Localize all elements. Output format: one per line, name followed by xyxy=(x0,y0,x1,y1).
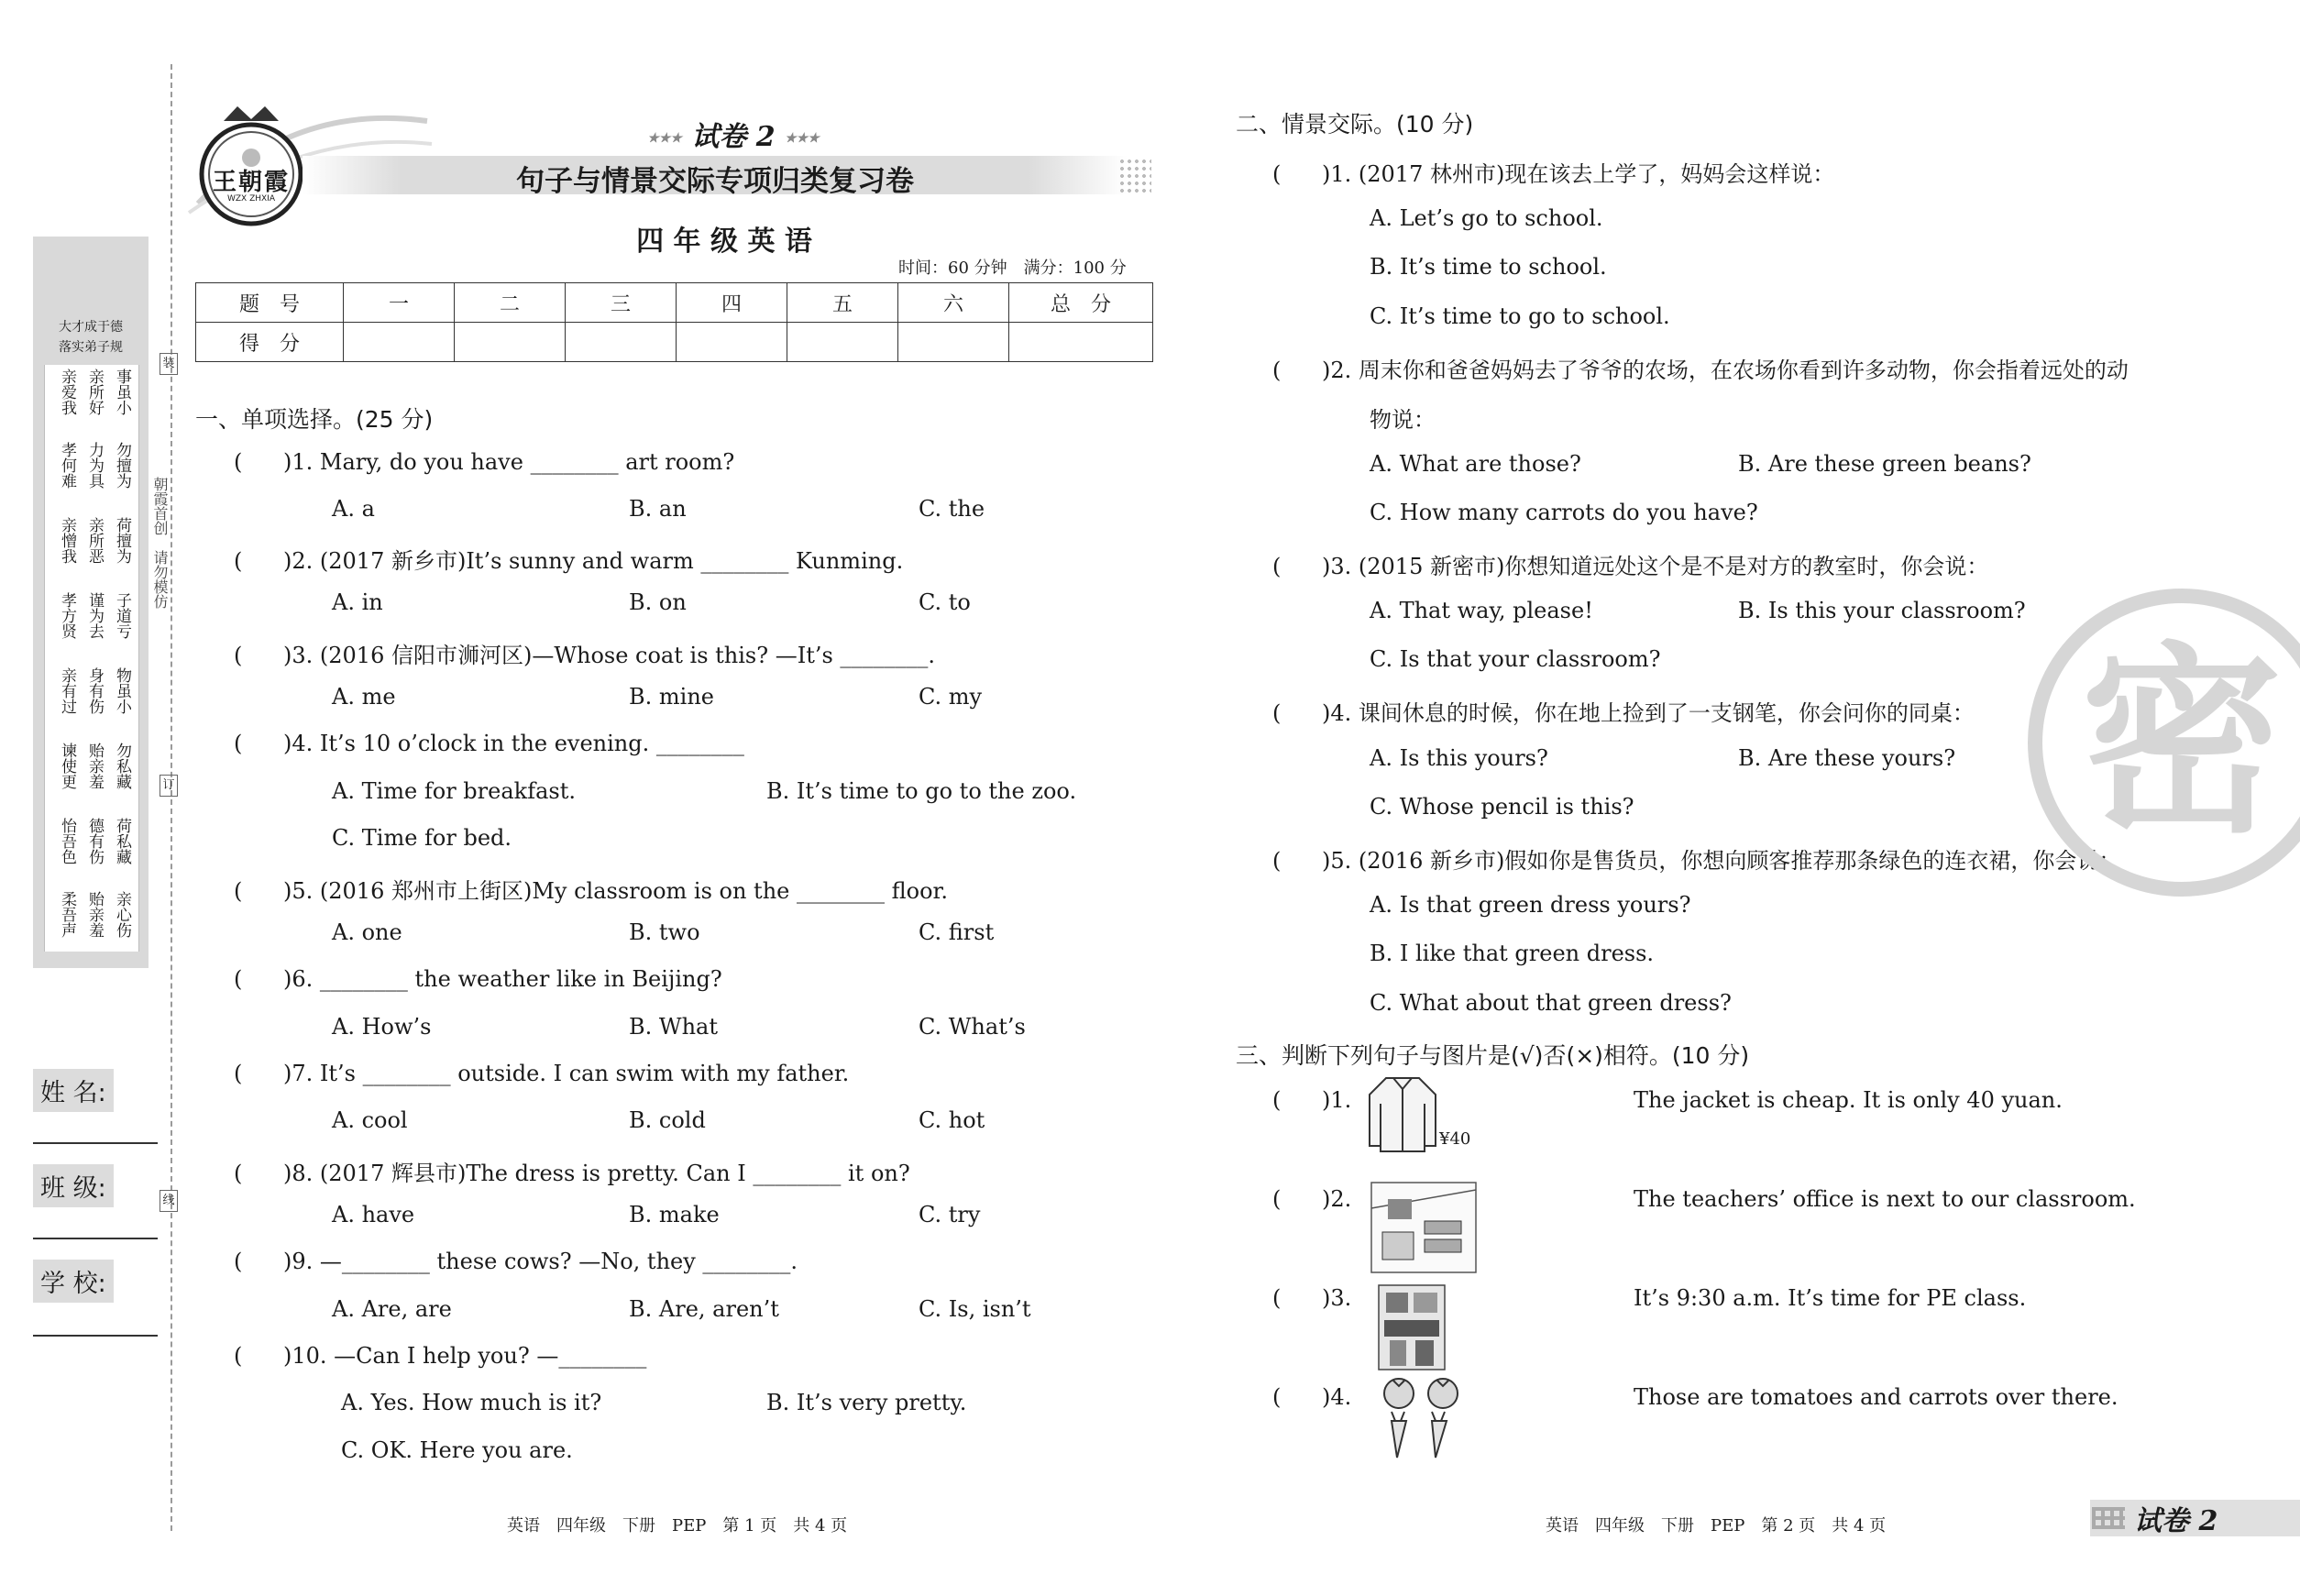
poem-col-10: 孝方贤 xyxy=(58,592,76,639)
question-stem: )2. (2017 新乡市)It’s sunny and warm ________ Kunming. xyxy=(283,548,904,574)
motto-top: 大才成于德 xyxy=(59,320,123,335)
answer-blank[interactable]: ( xyxy=(1272,358,1282,383)
score-cell[interactable] xyxy=(566,323,677,362)
answer-blank[interactable]: ( xyxy=(234,731,243,756)
poem-col-23: 贻亲羞 xyxy=(85,891,104,938)
option[interactable]: B. mine xyxy=(629,684,714,710)
poem-col-11: 谨为去 xyxy=(85,592,104,639)
logo-text: 王朝霞 xyxy=(213,169,291,196)
option[interactable]: B. on xyxy=(629,589,687,615)
poem-col-5: 力为具 xyxy=(85,442,104,489)
binding-mark-3: 线 xyxy=(160,1190,178,1212)
poem-col-8: 亲所恶 xyxy=(85,517,104,564)
judge-item xyxy=(1272,1285,1351,1311)
judge-item xyxy=(1272,1186,1351,1212)
poem-col-6: 勿擅为 xyxy=(113,442,131,489)
score-cell[interactable] xyxy=(677,323,787,362)
question-stem: )5. (2016 新乡市)假如你是售货员，你想向顾客推荐那条绿色的连衣裙，你会说： xyxy=(1322,848,2121,874)
question xyxy=(234,449,734,475)
question-stem: )3. (2015 新密市)你想知道远处这个是不是对方的教室时，你会说： xyxy=(1322,554,1989,579)
judge-sentence: Those are tomatoes and carrots over there. xyxy=(1634,1384,2118,1410)
answer-blank[interactable]: ( xyxy=(1272,700,1282,726)
option[interactable]: C. Is that your classroom? xyxy=(1370,646,1661,672)
question-stem: )2. 周末你和爸爸妈妈去了爷爷的农场，在农场你看到许多动物，你会指着远处的动 xyxy=(1322,358,2129,383)
option[interactable]: C. the xyxy=(919,496,985,522)
option[interactable]: A. one xyxy=(332,919,402,945)
score-header-cell: 五 xyxy=(787,283,898,323)
option[interactable]: B. Is this your classroom? xyxy=(1738,598,2026,623)
poem-col-12: 子道亏 xyxy=(113,592,131,639)
option[interactable]: B. an xyxy=(629,496,687,522)
question-stem: )4. 课间休息的时候，你在地上捡到了一支钢笔，你会问你的同桌： xyxy=(1322,700,1975,726)
option[interactable]: C. hot xyxy=(919,1107,985,1133)
option[interactable]: A. That way, please! xyxy=(1370,598,1593,623)
answer-blank[interactable]: ( xyxy=(1272,1384,1282,1410)
option[interactable]: C. How many carrots do you have? xyxy=(1370,500,1758,525)
poem-col-20: 德有伤 xyxy=(85,818,104,864)
option[interactable]: A. have xyxy=(332,1202,415,1227)
score-header-cell: 题 号 xyxy=(196,283,344,323)
class-label: 班 级: xyxy=(33,1164,114,1207)
class-field[interactable] xyxy=(33,1238,158,1239)
poem-col-16: 谏使更 xyxy=(58,743,76,789)
answer-blank[interactable]: ( xyxy=(1272,554,1282,579)
question xyxy=(234,966,722,992)
question-stem: )3. (2016 信阳市浉河区)—Whose coat is this? —It’s ________. xyxy=(283,643,936,668)
option[interactable]: A. Are, are xyxy=(332,1296,452,1322)
binding-mark-2: 订 xyxy=(160,775,178,797)
question xyxy=(234,543,903,575)
answer-blank[interactable]: ( xyxy=(1272,848,1282,874)
footer-left: 英语 四年级 下册 PEP 第 1 页 共 4 页 xyxy=(507,1516,848,1535)
answer-blank[interactable]: ( xyxy=(1272,1087,1282,1113)
question xyxy=(1272,842,2120,875)
answer-blank[interactable]: ( xyxy=(234,1343,243,1369)
option[interactable]: C. try xyxy=(919,1202,981,1227)
poem-col-19: 怡吾色 xyxy=(58,818,76,864)
question xyxy=(234,1155,910,1187)
option[interactable]: A. in xyxy=(332,589,383,615)
option[interactable]: C. OK. Here you are. xyxy=(341,1437,573,1463)
option[interactable]: A. How’s xyxy=(332,1014,432,1040)
question xyxy=(1272,548,1988,580)
score-cell[interactable] xyxy=(787,323,898,362)
question xyxy=(234,1061,849,1086)
option[interactable]: C. first xyxy=(919,919,995,945)
score-header-cell: 一 xyxy=(344,283,455,323)
poem-col-17: 贻亲羞 xyxy=(85,743,104,789)
name-field[interactable] xyxy=(33,1142,158,1144)
star-right-icon: ★★★ xyxy=(785,131,820,146)
answer-blank[interactable]: ( xyxy=(234,878,243,904)
pe-class-picture xyxy=(1377,1283,1447,1371)
paper-label-row xyxy=(623,114,843,154)
answer-blank[interactable]: ( xyxy=(1272,161,1282,187)
poem-col-22: 柔吾声 xyxy=(58,891,76,938)
jacket-picture xyxy=(1366,1073,1439,1155)
poem-col-1: 亲爱我 xyxy=(58,369,76,415)
poem-columns xyxy=(51,369,134,955)
option[interactable]: B. two xyxy=(629,919,700,945)
poem-col-14: 身有伤 xyxy=(85,667,104,714)
option[interactable]: B. Are, aren’t xyxy=(629,1296,779,1322)
poem-col-7: 亲憎我 xyxy=(58,517,76,564)
option[interactable]: C. It’s time to go to school. xyxy=(1370,303,1670,329)
score-header-cell: 四 xyxy=(677,283,787,323)
score-header-cell: 六 xyxy=(898,283,1009,323)
score-cell[interactable] xyxy=(1009,323,1153,362)
star-left-icon: ★★★ xyxy=(647,131,682,146)
question xyxy=(234,1343,646,1369)
judge-item xyxy=(1272,1087,1351,1113)
school-field[interactable] xyxy=(33,1335,158,1337)
question xyxy=(234,1249,798,1274)
option[interactable]: C. Is, isn’t xyxy=(919,1296,1031,1322)
option[interactable]: B. It’s time to go to the zoo. xyxy=(766,778,1077,804)
answer-blank[interactable]: ( xyxy=(234,449,243,475)
poem-col-4: 孝何难 xyxy=(58,442,76,489)
question xyxy=(1272,156,1834,188)
option[interactable]: B. I like that green dress. xyxy=(1370,941,1655,966)
question xyxy=(234,731,744,756)
section1-title: 一、单项选择。(25 分) xyxy=(195,406,434,433)
question-stem: )5. (2016 郑州市上街区)My classroom is on the ________ floor. xyxy=(283,878,948,904)
option[interactable]: B. Are these yours? xyxy=(1738,745,1956,771)
answer-blank[interactable]: ( xyxy=(234,1061,243,1086)
item-number: )3. xyxy=(1322,1285,1352,1311)
score-table xyxy=(195,282,1153,362)
motto-bottom: 落实弟子规 xyxy=(59,340,123,355)
tomatoes-carrots-picture xyxy=(1379,1375,1467,1461)
option[interactable]: A. Is this yours? xyxy=(1370,745,1548,771)
question-stem: )7. It’s ________ outside. I can swim with my father. xyxy=(283,1061,850,1086)
option[interactable]: A. cool xyxy=(332,1107,408,1133)
question-stem: )9. —________ these cows? —No, they ________. xyxy=(283,1249,798,1274)
answer-blank[interactable]: ( xyxy=(234,643,243,668)
question-stem: )6. ________ the weather like in Beijing? xyxy=(283,966,722,992)
footer-badge-squares xyxy=(2092,1507,2125,1529)
option[interactable]: C. What about that green dress? xyxy=(1370,990,1732,1016)
score-header-cell: 总 分 xyxy=(1009,283,1153,323)
price-tag: ¥40 xyxy=(1439,1129,1471,1149)
subject-title: 四 年 级 英 语 xyxy=(636,226,812,258)
option[interactable]: B. What xyxy=(629,1014,718,1040)
poem-col-21: 荷私藏 xyxy=(113,818,131,864)
item-number: )1. xyxy=(1322,1087,1352,1113)
option[interactable]: C. What’s xyxy=(919,1014,1026,1040)
poem-col-2: 亲所好 xyxy=(85,369,104,415)
answer-blank[interactable]: ( xyxy=(234,966,243,992)
option[interactable]: A. me xyxy=(332,684,396,710)
classroom-picture xyxy=(1370,1181,1478,1274)
option[interactable]: B. It’s very pretty. xyxy=(766,1390,967,1415)
time-info: 时间：60 分钟 满分：100 分 xyxy=(898,259,1127,278)
answer-blank[interactable]: ( xyxy=(234,1249,243,1274)
school-label: 学 校: xyxy=(33,1260,114,1303)
score-row-label: 得 分 xyxy=(196,323,344,362)
footer-right: 英语 四年级 下册 PEP 第 2 页 共 4 页 xyxy=(1546,1516,1887,1535)
item-number: )2. xyxy=(1322,1186,1352,1212)
judge-item xyxy=(1272,1384,1351,1410)
question-stem-continued: 物说： xyxy=(1370,407,1436,433)
option[interactable]: C. my xyxy=(919,684,983,710)
question-stem: )1. Mary, do you have ________ art room? xyxy=(283,449,735,475)
score-header-cell: 二 xyxy=(455,283,566,323)
option[interactable]: B. Are these green beans? xyxy=(1738,451,2031,477)
score-table-header-row xyxy=(196,283,1153,323)
poem-col-18: 勿私藏 xyxy=(113,743,131,789)
score-header-cell: 三 xyxy=(566,283,677,323)
judge-sentence: The teachers’ office is next to our classroom. xyxy=(1634,1186,2136,1212)
option[interactable]: C. Whose pencil is this? xyxy=(1370,794,1634,820)
page-title: 句子与情景交际专项归类复习卷 xyxy=(516,165,914,198)
question-stem: )4. It’s 10 o’clock in the evening. ________ xyxy=(283,731,744,756)
paper-label: 试卷 2 xyxy=(691,121,776,153)
option[interactable]: A. a xyxy=(332,496,375,522)
question-stem: )10. —Can I help you? —________ xyxy=(283,1343,647,1369)
answer-blank[interactable]: ( xyxy=(234,1161,243,1186)
score-cell[interactable] xyxy=(898,323,1009,362)
option[interactable]: B. It’s time to school. xyxy=(1370,254,1607,280)
poem-col-13: 亲有过 xyxy=(58,667,76,714)
judge-sentence: It’s 9:30 a.m. It’s time for PE class. xyxy=(1634,1285,2027,1311)
item-number: )4. xyxy=(1322,1384,1352,1410)
section3-title: 三、判断下列句子与图片是(√)否(×)相符。(10 分) xyxy=(1236,1042,1750,1069)
option[interactable]: B. cold xyxy=(629,1107,706,1133)
poem-col-9: 荷擅为 xyxy=(113,517,131,564)
option[interactable]: A. Let’s go to school. xyxy=(1370,205,1603,231)
option[interactable]: B. make xyxy=(629,1202,720,1227)
answer-blank[interactable]: ( xyxy=(234,548,243,574)
score-table-score-row xyxy=(196,323,1153,362)
poem-col-24: 亲心伤 xyxy=(113,891,131,938)
option[interactable]: A. Yes. How much is it? xyxy=(341,1390,602,1415)
poem-col-3: 事虽小 xyxy=(113,369,131,415)
question xyxy=(234,873,948,905)
copyright-note: 朝霞首创 请勿模仿 xyxy=(151,477,169,609)
score-cell[interactable] xyxy=(344,323,455,362)
poem-col-15: 物虽小 xyxy=(113,667,131,714)
answer-blank[interactable]: ( xyxy=(1272,1285,1282,1311)
judge-sentence: The jacket is cheap. It is only 40 yuan. xyxy=(1634,1087,2063,1113)
footer-badge: 试卷 2 xyxy=(2134,1505,2218,1537)
secret-stamp-text: 密 xyxy=(2080,625,2283,860)
question xyxy=(1272,352,2129,384)
option[interactable]: C. Time for bed. xyxy=(332,825,512,851)
section2-title: 二、情景交际。(10 分) xyxy=(1236,111,1474,138)
binding-mark-1: 装 xyxy=(160,353,178,375)
binding-dashed-line xyxy=(171,64,172,1531)
name-label: 姓 名: xyxy=(33,1069,114,1112)
question-stem: )8. (2017 辉县市)The dress is pretty. Can I ________ it on? xyxy=(283,1161,910,1186)
option[interactable]: A. What are those? xyxy=(1370,451,1581,477)
answer-blank[interactable]: ( xyxy=(1272,1186,1282,1212)
score-cell[interactable] xyxy=(455,323,566,362)
question-stem: )1. (2017 林州市)现在该去上学了，妈妈会这样说： xyxy=(1322,161,1835,187)
question xyxy=(234,637,935,669)
question xyxy=(1272,695,1975,727)
logo-subtext: WZX ZHXIA xyxy=(226,194,275,204)
option[interactable]: A. Time for breakfast. xyxy=(332,778,576,804)
option[interactable]: C. to xyxy=(919,589,971,615)
option[interactable]: A. Is that green dress yours? xyxy=(1370,892,1691,918)
